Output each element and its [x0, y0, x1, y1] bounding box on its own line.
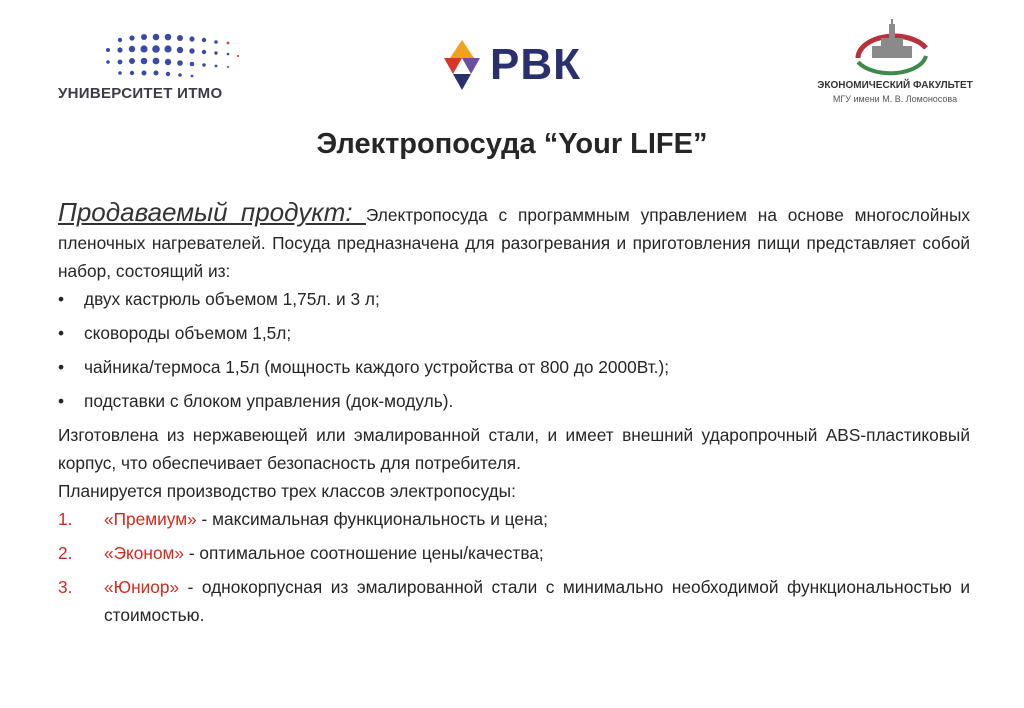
- item-number: 2.: [58, 543, 73, 563]
- bullet-text: чайника/термоса 1,5л (мощность каждого устройства от 800 до 2000Вт.);: [84, 357, 669, 377]
- rvk-triangle-icon: [440, 40, 484, 90]
- class-name: «Юниор»: [104, 577, 180, 597]
- rvk-logo-text: РВК: [490, 40, 581, 89]
- classes-intro: Планируется производство трех классов электропосуды:: [58, 481, 516, 501]
- itmo-logo: [58, 30, 248, 105]
- header: [0, 0, 1024, 115]
- econ-faculty-name: ЭКОНОМИЧЕСКИЙ ФАКУЛЬТЕТ: [817, 80, 973, 91]
- class-desc: - однокорпусная из эмалированной стали с минимально необходимой функциональностью и стоимостью.: [104, 577, 970, 625]
- intro-paragraph: [58, 198, 970, 285]
- rvk-logo: [440, 38, 600, 98]
- components-list: [58, 285, 970, 415]
- bullet-mark: •: [58, 323, 65, 343]
- list-item: [58, 573, 970, 629]
- msu-building-icon: [850, 18, 934, 80]
- class-name: «Премиум»: [104, 509, 197, 529]
- itmo-logo-text: УНИВЕРСИТЕТ ИТМО: [58, 85, 223, 102]
- class-desc: - максимальная функциональность и цена;: [196, 509, 548, 529]
- bullet-mark: •: [58, 391, 65, 411]
- list-item: [58, 285, 970, 313]
- list-item: [58, 539, 970, 567]
- slide-title: Электропосуда “Your LIFE”: [316, 128, 708, 160]
- item-number: 3.: [58, 577, 73, 597]
- bullet-text: двух кастрюль объемом 1,75л. и 3 л;: [84, 289, 380, 309]
- intro-lead: Продаваемый продукт:: [58, 197, 366, 227]
- classes-list: [58, 505, 970, 629]
- list-item: [58, 319, 970, 347]
- item-number: 1.: [58, 509, 73, 529]
- bullet-mark: •: [58, 289, 65, 309]
- list-item: [58, 387, 970, 415]
- slide-content: [58, 198, 970, 635]
- econ-university-name: МГУ имени М. В. Ломоносова: [832, 94, 958, 104]
- bullet-text: подставки с блоком управления (док-модуль).: [84, 391, 454, 411]
- itmo-dots-icon: [100, 30, 250, 80]
- list-item: [58, 505, 970, 533]
- bullet-text: сковороды объемом 1,5л;: [84, 323, 292, 343]
- bullet-mark: •: [58, 357, 65, 377]
- material-paragraph: Изготовлена из нержавеющей или эмалированной стали, и имеет внешний ударопрочный ABS-пластиковый корпус, что обеспечивает безопасность для потребителя.: [58, 425, 970, 473]
- list-item: [58, 353, 970, 381]
- intro-text: Электропосуда с программным управлением на основе многослойных пленочных нагревателей. Посуда предназначена для разогревания и приготовления пищи представляет собой набор, состоящий из:: [58, 205, 970, 281]
- class-name: «Эконом»: [104, 543, 185, 563]
- econ-faculty-logo: [790, 18, 1000, 118]
- class-desc: - оптимальное соотношение цены/качества;: [184, 543, 544, 563]
